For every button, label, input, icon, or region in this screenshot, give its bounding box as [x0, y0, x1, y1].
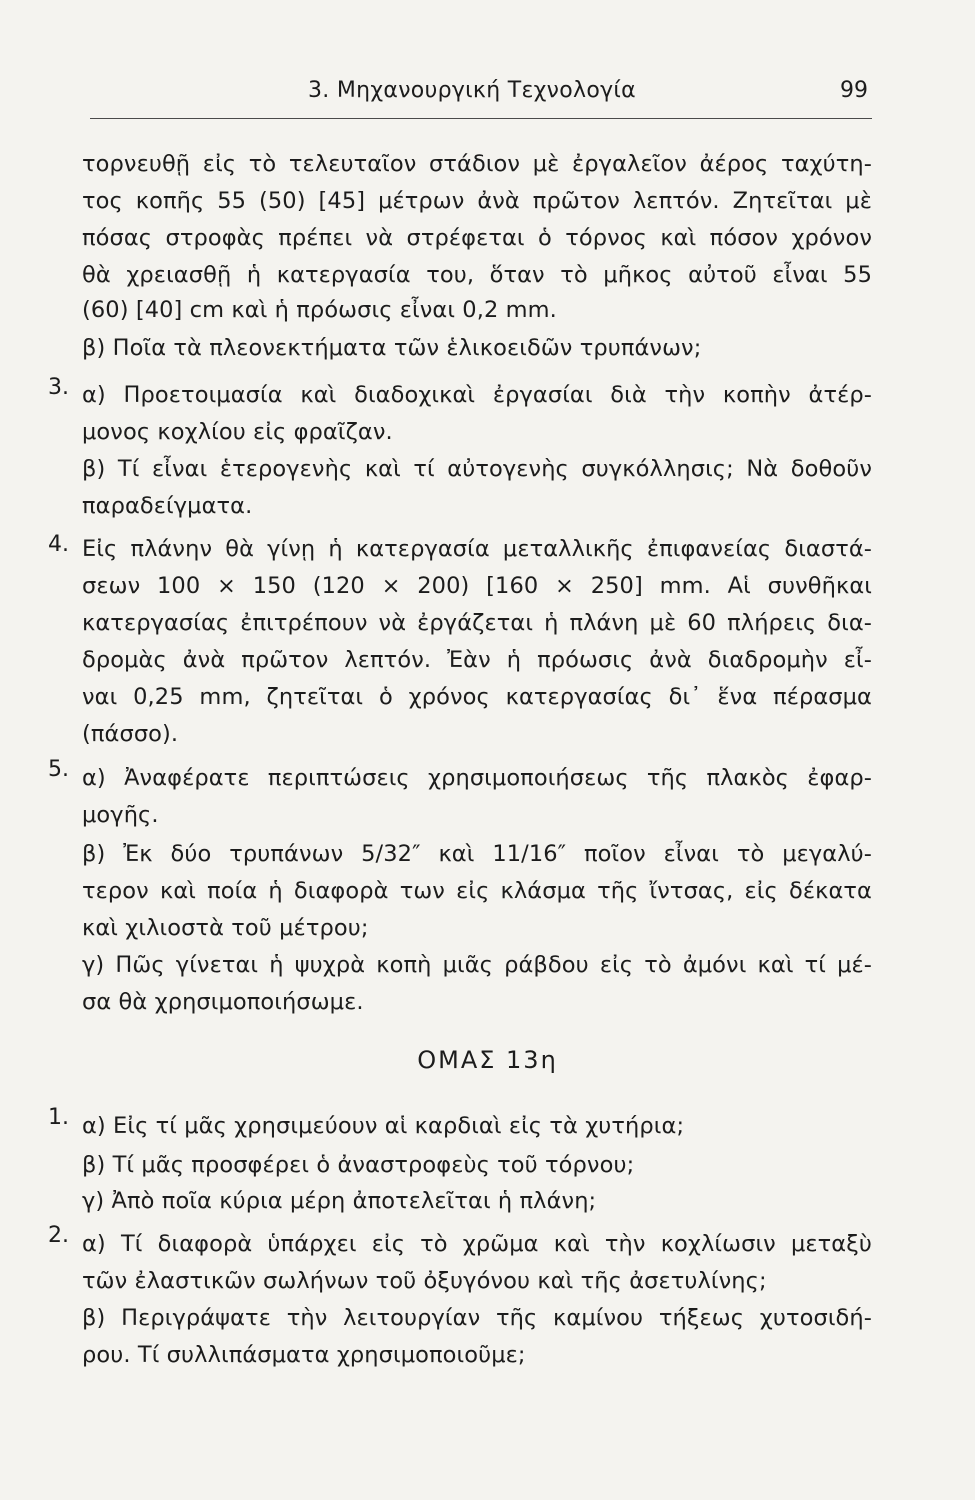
- text-line: τορνευθῇ εἰς τὸ τελευταῖον στάδιον μὲ ἐργαλεῖον ἀέρος ταχύτη-: [82, 151, 872, 177]
- exercise-number: 4.: [48, 532, 69, 557]
- exercise-number: 2.: [48, 1223, 69, 1248]
- text-line: τος κοπῆς 55 (50) [45] μέτρων ἀνὰ πρῶτον λεπτόν. Ζητεῖται μὲ: [82, 188, 872, 214]
- text-line: ναι 0,25 mm, ζητεῖται ὁ χρόνος κατεργασίας δι᾽ ἕνα πέρασμα: [82, 684, 872, 710]
- exercise-number: 5.: [48, 757, 69, 782]
- text-line: σεων 100 × 150 (120 × 200) [160 × 250] mm. Αἱ συνθῆκαι: [82, 573, 872, 599]
- chapter-title: 3. Μηχανουργική Τεχνολογία: [308, 78, 636, 103]
- page-number: 99: [840, 78, 868, 103]
- text-line: παραδείγματα.: [82, 493, 253, 519]
- text-line: β) Ποῖα τὰ πλεονεκτήματα τῶν ἑλικοειδῶν τρυπάνων;: [82, 335, 702, 361]
- text-line: μογῆς.: [82, 802, 159, 828]
- exercise-number: 1.: [48, 1105, 69, 1130]
- group-heading: ΟΜΑΣ 13η: [417, 1046, 558, 1074]
- text-line: α) Εἰς τί μᾶς χρησιμεύουν αἱ καρδιαὶ εἰς τὰ χυτήρια;: [82, 1113, 685, 1139]
- exercise-number: 3.: [48, 375, 69, 400]
- running-header: [90, 72, 872, 119]
- text-line: β) Περιγράψατε τὴν λειτουργίαν τῆς καμίνου τήξεως χυτοσιδή-: [82, 1305, 872, 1331]
- text-line: τερον καὶ ποία ἡ διαφορὰ των εἰς κλάσμα τῆς ἴντσας, εἰς δέκατα: [82, 878, 872, 904]
- text-line: γ) Ἀπὸ ποῖα κύρια μέρη ἀποτελεῖται ἡ πλάνη;: [82, 1188, 597, 1214]
- text-line: σα θὰ χρησιμοποιήσωμε.: [82, 989, 364, 1015]
- text-line: α) Ἀναφέρατε περιπτώσεις χρησιμοποιήσεως τῆς πλακὸς ἐφαρ-: [82, 765, 872, 791]
- text-line: (πάσσο).: [82, 721, 179, 747]
- text-line: β) Τί εἶναι ἑτερογενὴς καὶ τί αὐτογενὴς συγκόλλησις; Νὰ δοθοῦν: [82, 456, 872, 482]
- text-line: γ) Πῶς γίνεται ἡ ψυχρὰ κοπὴ μιᾶς ράβδου εἰς τὸ ἀμόνι καὶ τί μέ-: [82, 952, 872, 978]
- text-line: β) Τί μᾶς προσφέρει ὁ ἀναστροφεὺς τοῦ τόρνου;: [82, 1152, 635, 1178]
- text-line: α) Τί διαφορὰ ὑπάρχει εἰς τὸ χρῶμα καὶ τὴν κοχλίωσιν μεταξὺ: [82, 1231, 872, 1257]
- text-line: θὰ χρειασθῇ ἡ κατεργασία του, ὅταν τὸ μῆκος αὐτοῦ εἶναι 55: [82, 262, 872, 288]
- text-line: μονος κοχλίου εἰς φραῖζαν.: [82, 419, 393, 445]
- text-line: β) Ἐκ δύο τρυπάνων 5/32″ καὶ 11/16″ ποῖον εἶναι τὸ μεγαλύ-: [82, 841, 872, 867]
- text-line: α) Προετοιμασία καὶ διαδοχικαὶ ἐργασίαι διὰ τὴν κοπὴν ἀτέρ-: [82, 382, 872, 408]
- text-line: καὶ χιλιοστὰ τοῦ μέτρου;: [82, 915, 369, 941]
- text-line: ρου. Τί συλλιπάσματα χρησιμοποιοῦμε;: [82, 1342, 526, 1368]
- text-line: δρομὰς ἀνὰ πρῶτον λεπτόν. Ἐὰν ἡ πρόωσις ἀνὰ διαδρομὴν εἶ-: [82, 647, 872, 673]
- text-line: κατεργασίας ἐπιτρέπουν νὰ ἐργάζεται ἡ πλάνη μὲ 60 πλήρεις δια-: [82, 610, 872, 636]
- text-line: τῶν ἐλαστικῶν σωλήνων τοῦ ὀξυγόνου καὶ τῆς ἀσετυλίνης;: [82, 1268, 767, 1294]
- text-line: (60) [40] cm καὶ ἡ πρόωσις εἶναι 0,2 mm.: [82, 297, 557, 323]
- text-line: Εἰς πλάνην θὰ γίνῃ ἡ κατεργασία μεταλλικῆς ἐπιφανείας διαστά-: [82, 536, 872, 562]
- text-line: πόσας στροφὰς πρέπει νὰ στρέφεται ὁ τόρνος καὶ πόσον χρόνον: [82, 225, 872, 251]
